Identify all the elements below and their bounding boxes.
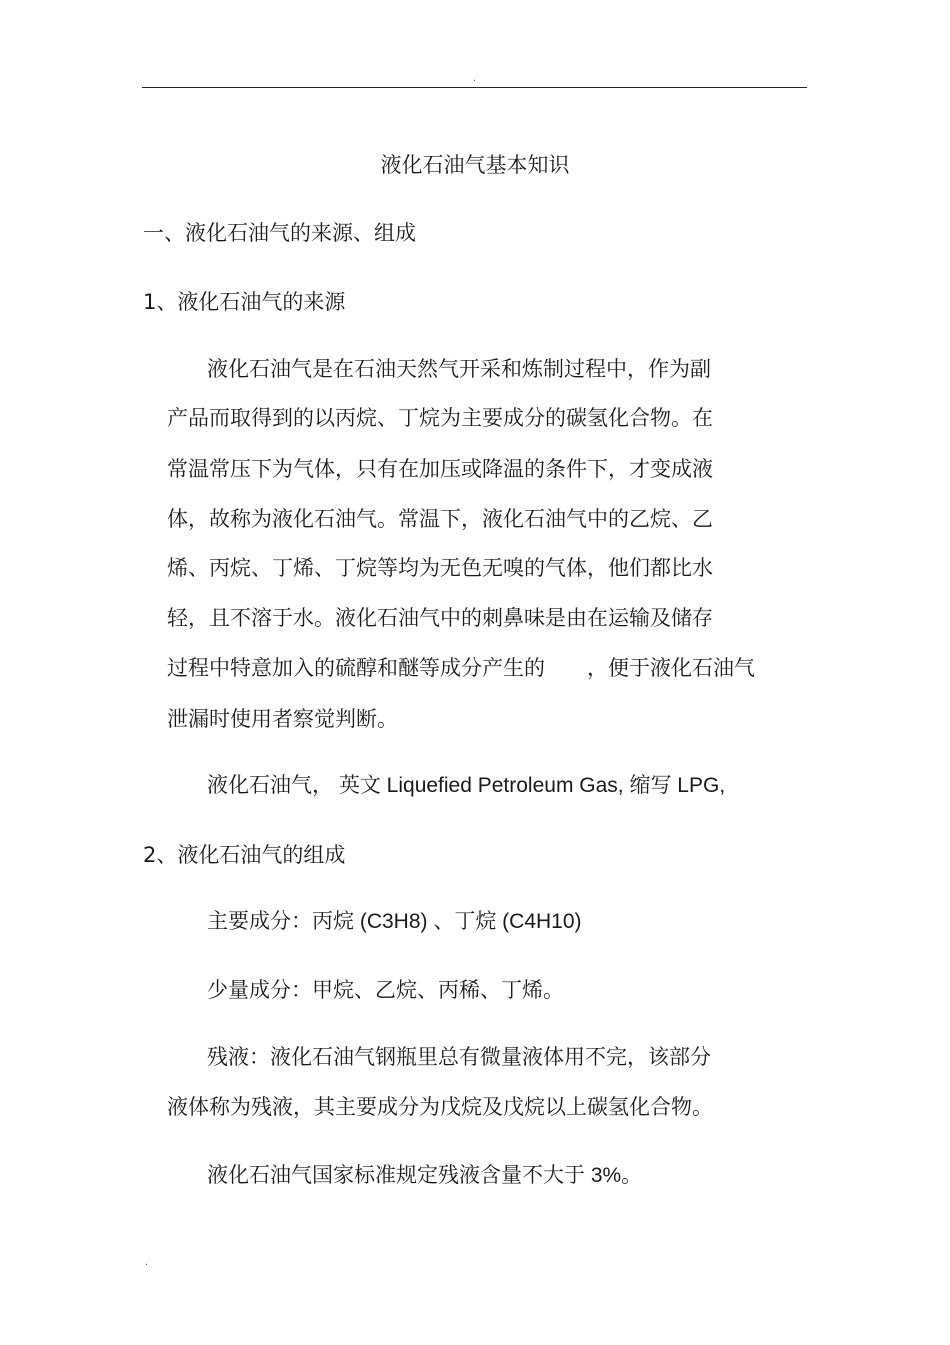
paragraph-line: 体，故称为液化石油气。常温下，液化石油气中的乙烷、乙 [167,507,713,531]
paragraph-line: 过程中特意加入的硫醇和醚等成分产生的 ，便于液化石油气 [167,656,755,680]
paragraph-line: 烯、丙烷、丁烯、丁烷等均为无色无嗅的气体，他们都比水 [167,556,713,580]
header-rule [142,87,807,88]
paragraph-line: 常温常压下为气体，只有在加压或降温的条件下，才变成液 [167,457,713,481]
paragraph-line: 泄漏时使用者察觉判断。 [167,707,398,731]
residue-line: 残液：液化石油气钢瓶里总有微量液体用不完，该部分 [207,1045,711,1069]
main-components: 主要成分：丙烷 (C3H8) 、丁烷 (C4H10) [207,910,582,933]
document-title: 液化石油气基本知识 [380,153,570,177]
section-heading: 一、液化石油气的来源、组成 [143,221,416,245]
subsection-heading-composition: 2、液化石油气的组成 [143,843,346,867]
footer-dot: . [145,1257,149,1268]
paragraph-line: 轻，且不溶于水。液化石油气中的刺鼻味是由在运输及储存 [167,606,713,630]
paragraph-line: 液化石油气是在石油天然气开采和炼制过程中，作为副 [207,357,711,381]
residue-line: 液体称为残液，其主要成分为戊烷及戊烷以上碳氢化合物。 [167,1095,713,1119]
header-dot: . [473,73,477,84]
subsection-heading-source: 1、液化石油气的来源 [143,290,346,314]
minor-components: 少量成分：甲烷、乙烷、丙稀、丁烯。 [207,978,564,1002]
paragraph-line: 产品而取得到的以丙烷、丁烷为主要成分的碳氢化合物。在 [167,406,713,430]
standard-line: 液化石油气国家标准规定残液含量不大于 3%。 [207,1164,643,1187]
english-name-line: 液化石油气， 英文 Liquefied Petroleum Gas, 缩写 LPG, [207,774,726,797]
